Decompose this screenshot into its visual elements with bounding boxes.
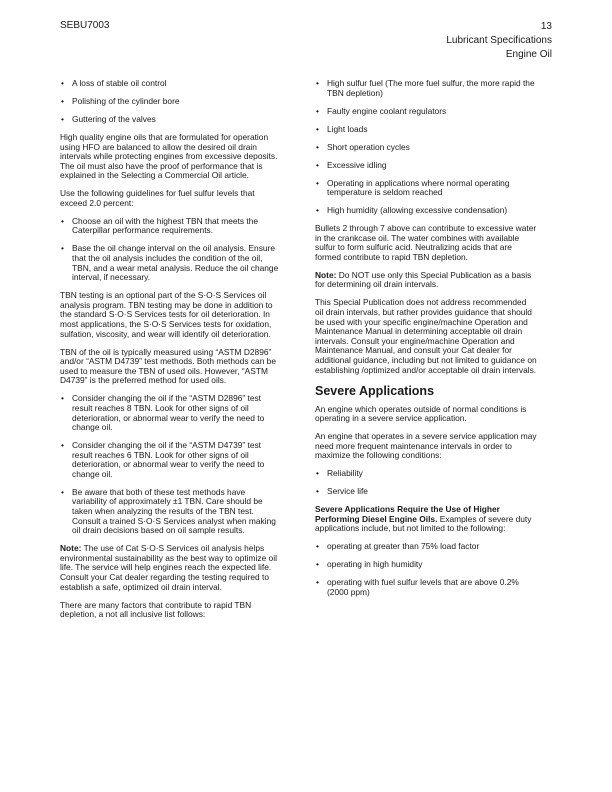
note-paragraph	[315, 271, 537, 290]
left-column	[60, 79, 282, 628]
list-item: • Choose an oil with the highest TBN that meets the Caterpillar performance requirements.	[60, 217, 282, 236]
subsection-title: Engine Oil	[505, 49, 552, 60]
severe-text: Examples of severe duty applications include, but not limited to the following:	[315, 513, 532, 534]
paragraph: TBN of the oil is typically measured using “ASTM D2896” and/or “ASTM D4739” test methods. Both methods can be used to measure the TBN of used oils. However, “ASTM D4739” is the preferred method for used oils.	[60, 346, 276, 386]
list-item: • Reliability	[315, 469, 537, 479]
paragraph: Bullets 2 through 7 above can contribute to excessive water in the crankcase oil. The water combines with available sulfur to form sulfuric acid. Neutralizing acids that are formed contribute to rapid TBN depletion.	[315, 223, 537, 262]
list-item: • Short operation cycles	[315, 143, 537, 153]
list-item: • High sulfur fuel (The more fuel sulfur, the more rapid the TBN depletion)	[315, 79, 537, 98]
list-item: • Be aware that both of these test methods have variability of approximately ±1 TBN. Care should be taken when analyzing the results of the TBN test. Consult a trained S·O·S Services analyst when making oil drain decisions based on oil sample results.	[60, 488, 282, 536]
list-item: • Light loads	[315, 125, 537, 135]
paragraph: An engine which operates outside of normal conditions is operating in a severe service application.	[315, 403, 527, 424]
list-item: • Operating in applications where normal operating temperature is seldom reached	[315, 179, 537, 198]
page-number: 13	[540, 21, 552, 32]
section-heading: Severe Applications	[315, 383, 435, 398]
note-text: Do NOT use only this Special Publication as a basis for determining oil drain intervals.	[315, 269, 532, 290]
severe-bold-lead: Severe Applications Require the Use of Higher Performing Diesel Engine Oils.	[315, 504, 500, 524]
paragraph: This Special Publication does not address recommended oil drain intervals, but rather provides guidance that should be used with your specific engine/machine Operation and Maintenance Manual in determining acceptable oil drain intervals. Consult your engine/machine Operation and Maintenance Manual, and consult your Cat dealer for additional guidance, including but not limited to guidance on establishing /optimized and/or acceptable oil drain intervals.	[315, 297, 537, 375]
list-item: • operating in high humidity	[315, 560, 537, 570]
note-label: Note:	[60, 543, 82, 554]
list-item: • A loss of stable oil control	[60, 79, 282, 89]
list-item: • Base the oil change interval on the oil analysis. Ensure that the oil analysis includes the condition of the oil, TBN, and a wear metal analysis. Reduce the oil change interval, if necessary.	[60, 244, 282, 282]
list-item: • Polishing of the cylinder bore	[60, 97, 282, 107]
right-column	[315, 79, 537, 606]
note-text: The use of Cat S·O·S Services oil analysis helps environmental sustainability as the best way to optimize oil life. The service will help engines reach the expected life. Consult your Cat dealer regarding the testing required to establish a safe, optimized oil drain interval.	[60, 543, 277, 592]
document-id: SEBU7003	[60, 20, 110, 31]
list-item: • Excessive idling	[315, 161, 537, 171]
list-item: • operating at greater than 75% load factor	[315, 542, 537, 552]
list-item: • Faulty engine coolant regulators	[315, 107, 537, 117]
paragraph: TBN testing is an optional part of the S·O·S Services oil analysis program. TBN testing may be done in addition to the standard S·O·S Services tests for oil deterioration. In most applications, the S·O·S Services tests for oxidation, sulfation, viscosity, and wear will identify oil deterioration.	[60, 290, 273, 339]
list-item: • Service life	[315, 487, 537, 497]
paragraph: High quality engine oils that are formulated for operation using HFO are balanced to allow the desired oil drain intervals while protecting engines from excessive deposits. The oil must also have the proof of performance that is explained in the Selecting a Commercial Oil article.	[60, 131, 278, 181]
section-title: Lubricant Specifications	[446, 35, 552, 46]
list-item: • operating with fuel sulfur levels that are above 0.2% (2000 ppm)	[315, 578, 537, 597]
note-label: Note:	[315, 269, 337, 280]
paragraph: An engine that operates in a severe service application may need more frequent maintenance intervals in order to maximize the following conditions:	[315, 431, 537, 461]
paragraph: There are many factors that contribute to rapid TBN depletion, a not all inclusive list follows:	[60, 599, 252, 620]
list-item: • High humidity (allowing excessive condensation)	[315, 206, 537, 216]
severe-paragraph	[315, 505, 537, 534]
list-item: • Guttering of the valves	[60, 115, 282, 125]
page-header	[446, 20, 552, 62]
paragraph: Use the following guidelines for fuel sulfur levels that exceed 2.0 percent:	[60, 188, 255, 208]
list-item: • Consider changing the oil if the “ASTM D2896” test result reaches 8 TBN. Look for other signs of oil deterioration, or abnormal wear to verify the need to change oil.	[60, 394, 282, 432]
note-paragraph	[60, 544, 282, 592]
list-item: • Consider changing the oil if the “ASTM D4739” test result reaches 6 TBN. Look for other signs of oil deterioration, or abnormal wear to verify the need to change oil.	[60, 441, 282, 479]
